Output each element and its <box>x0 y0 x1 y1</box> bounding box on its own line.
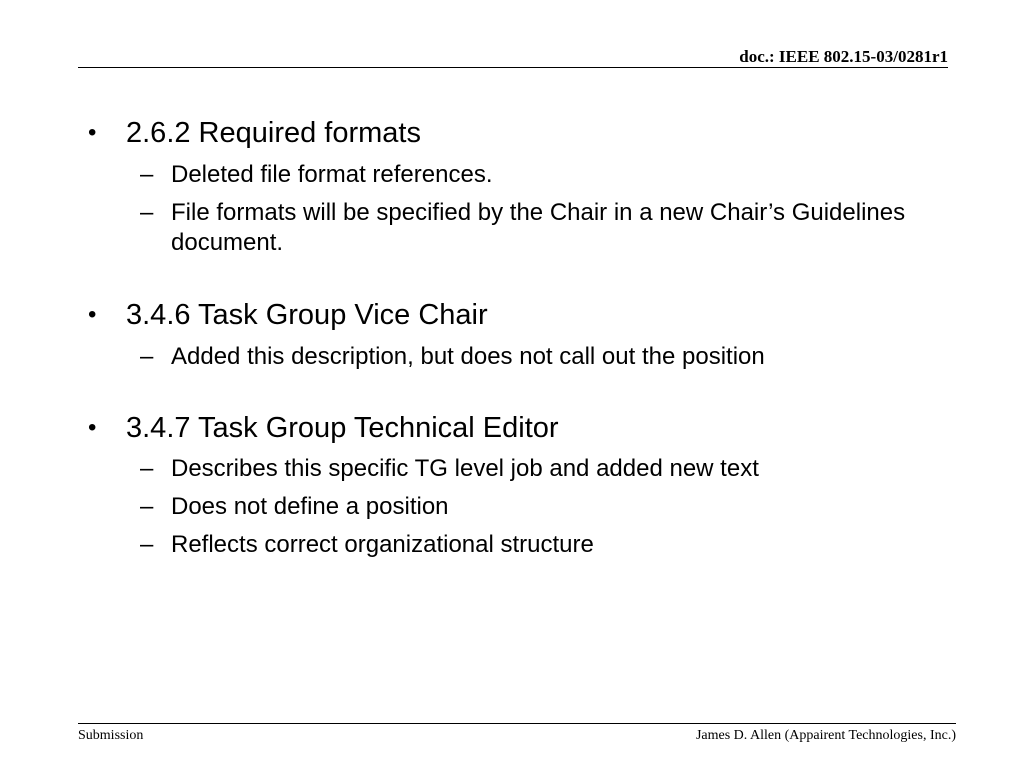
dash-marker: – <box>140 343 154 370</box>
sub-item-text: Added this description, but does not call out the position <box>171 343 765 370</box>
dash-marker: – <box>140 161 154 188</box>
sub-item <box>140 454 920 484</box>
sub-item-text: Deleted file format references. <box>171 161 493 188</box>
dash-marker: – <box>140 199 154 226</box>
dash-marker: – <box>140 455 154 482</box>
document-id: doc.: IEEE 802.15-03/0281r1 <box>739 47 948 66</box>
sub-item-text: Describes this specific TG level job and added new text <box>171 455 759 482</box>
sub-item <box>140 342 920 372</box>
bullet-marker: • <box>88 119 97 146</box>
footer-divider <box>78 723 956 724</box>
sub-item <box>140 160 920 190</box>
sub-item-text: File formats will be specified by the Chair in a new Chair’s Guidelines document. <box>171 199 906 256</box>
bullet-marker: • <box>88 414 97 441</box>
footer-author: James D. Allen (Appairent Technologies, Inc.) <box>695 728 956 743</box>
bullet-title: 2.6.2 Required formats <box>126 117 421 149</box>
dash-marker: – <box>140 493 154 520</box>
bullet-title: 3.4.7 Task Group Technical Editor <box>126 412 559 444</box>
bullet-title: 3.4.6 Task Group Vice Chair <box>126 299 488 331</box>
sub-item <box>140 492 920 522</box>
sub-item <box>140 198 920 258</box>
footer-submission-label: Submission <box>78 728 144 743</box>
sub-item-text: Reflects correct organizational structure <box>171 531 594 558</box>
sub-item-text: Does not define a position <box>171 493 449 520</box>
header-divider <box>78 67 948 68</box>
sub-item <box>140 530 920 560</box>
bullet-marker: • <box>88 301 97 328</box>
dash-marker: – <box>140 531 154 558</box>
